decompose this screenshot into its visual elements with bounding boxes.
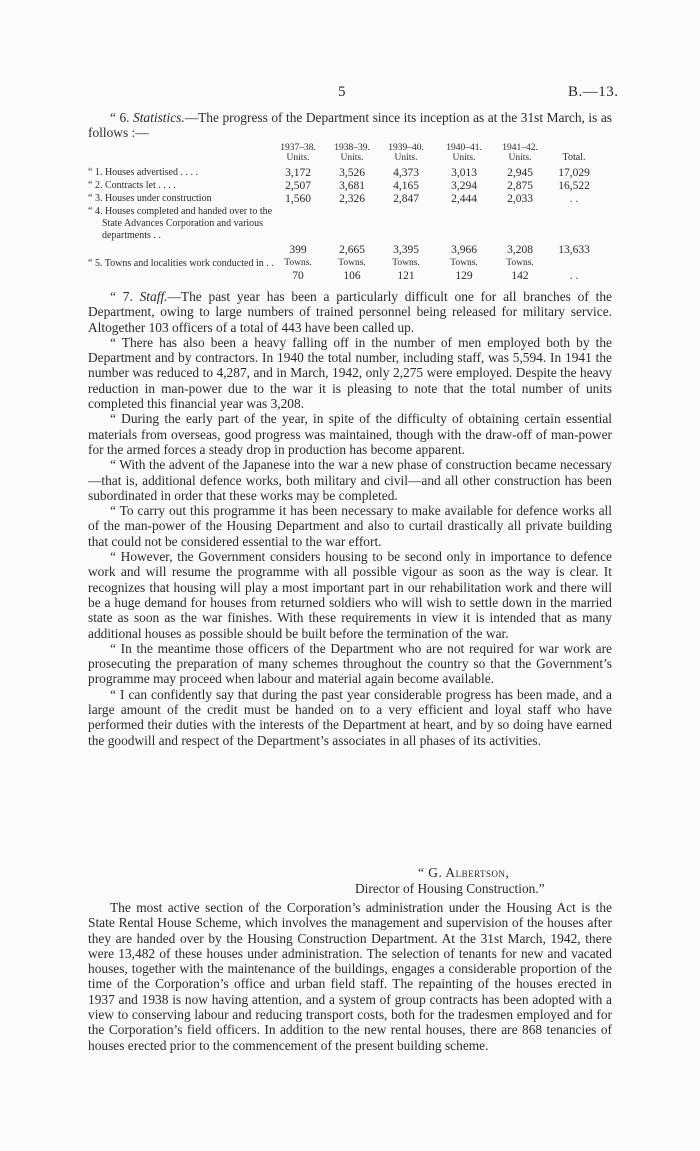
body-paragraph: “ However, the Government considers housing to be second only in importance to defence work and will resume the programme with all possible vigour as soon as the way is clear. It recognizes that housing will play a most important part in our rehabilitation work and there will be a huge demand for houses from returned soldiers who will wish to settle down in the married state as soon as the war finishes. With these requirements in view it is intended that as many additional houses as possible should be built before the termination of the war. bbox=[88, 549, 612, 641]
table-cell: 3,013 bbox=[451, 167, 477, 179]
table-row bbox=[88, 167, 648, 180]
table-cell: 1,560 bbox=[285, 193, 311, 205]
body-paragraph: “ With the advent of the Japanese into the war a new phase of construction became necessary—that is, additional defence works, both military and civil—and all other construction has been subordinated in order that these works may be completed. bbox=[88, 457, 612, 503]
body-paragraph: “ In the meantime those officers of the Department who are not required for war work are prosecuting the preparation of many schemes throughout the country so that the Government’s programme may proceed when labour and material again become available. bbox=[88, 640, 612, 687]
row-label: “ 5. Towns and localities work conducted in . . bbox=[88, 258, 274, 269]
statistics-intro-text: —The progress of the Department since its inception as at the 31st March, is as follows :— bbox=[88, 110, 613, 141]
unit-label: Towns. bbox=[450, 258, 478, 268]
table-row bbox=[88, 180, 648, 193]
unit-label: Towns. bbox=[506, 258, 534, 268]
table-cell-total: 16,522 bbox=[558, 180, 590, 192]
table-cell: 70 bbox=[292, 270, 304, 282]
unit-label: Towns. bbox=[338, 258, 366, 268]
para-number: “ 6. bbox=[110, 110, 134, 125]
table-cell: 3,294 bbox=[451, 180, 477, 192]
table-cell: 2,444 bbox=[451, 193, 477, 205]
column-header-total: Total. bbox=[562, 152, 586, 163]
table-cell: 3,681 bbox=[339, 180, 365, 192]
statistics-intro bbox=[88, 110, 612, 141]
table-cell: 3,395 bbox=[393, 244, 419, 256]
column-header: 1938–39. Units. bbox=[334, 143, 370, 163]
table-row bbox=[88, 258, 648, 286]
table-cell: 2,875 bbox=[507, 180, 533, 192]
table-cell: 2,945 bbox=[507, 167, 533, 179]
table-cell: 106 bbox=[343, 270, 361, 282]
section-title-statistics: Statistics. bbox=[133, 110, 185, 125]
table-cell: 399 bbox=[289, 244, 307, 256]
column-header: 1941–42. Units. bbox=[502, 143, 538, 163]
signature-title: Director of Housing Construction.” bbox=[355, 881, 545, 896]
signature-name: “ G. Albertson, bbox=[418, 865, 510, 880]
table-cell-total: . . bbox=[569, 270, 579, 282]
staff-intro-text: —The past year has been a particularly difficult one for all branches of the Department, owing to large numbers of trained personnel being released for military service. Altogether 103 officers of a total of 443 have been called up. bbox=[88, 289, 612, 335]
table-cell: 2,033 bbox=[507, 193, 533, 205]
table-cell-total: 17,029 bbox=[558, 167, 590, 179]
staff-section bbox=[88, 289, 612, 748]
table-cell: 2,847 bbox=[393, 193, 419, 205]
table-cell: 121 bbox=[397, 270, 415, 282]
para-number: “ 7. bbox=[110, 289, 140, 304]
table-cell: 129 bbox=[455, 270, 473, 282]
table-cell: 2,507 bbox=[285, 180, 311, 192]
row-label: “ 3. Houses under construction bbox=[88, 193, 212, 204]
table-cell: 2,665 bbox=[339, 244, 365, 256]
table-cell-total: . . bbox=[569, 193, 579, 205]
table-cell: 4,373 bbox=[393, 167, 419, 179]
body-paragraph: “ During the early part of the year, in spite of the difficulty of obtaining certain essential materials from overseas, good progress was maintained, though with the draw-off of man-power for the armed forces a steady drop in production has become apparent. bbox=[88, 411, 612, 457]
column-header: 1940–41. Units. bbox=[446, 143, 482, 163]
table-row bbox=[88, 206, 648, 256]
table-cell: 3,966 bbox=[451, 244, 477, 256]
document-reference: B.—13. bbox=[568, 84, 619, 100]
row-label: “ 1. Houses advertised . . . . bbox=[88, 167, 198, 178]
page-number: 5 bbox=[338, 84, 346, 100]
row-label: “ 2. Contracts let . . . . bbox=[88, 180, 176, 191]
table-cell: 3,526 bbox=[339, 167, 365, 179]
column-header: 1939–40. Units. bbox=[388, 143, 424, 163]
row-label: “ 4. Houses completed and handed over to the State Advances Corporation and various departments . . bbox=[88, 206, 273, 241]
table-cell: 2,326 bbox=[339, 193, 365, 205]
column-header: 1937–38. Units. bbox=[280, 143, 316, 163]
table-row bbox=[88, 193, 648, 206]
closing-paragraph: The most active section of the Corporation’s administration under the Housing Act is the State Rental House Scheme, which involves the management and supervision of the houses after they are handed over by the Housing Construction Department. At the 31st March, 1942, there were 13,482 of these houses under administration. The selection of tenants for new and vacated houses, together with the maintenance of the buildings, engages a considerable proportion of the time of the Corporation’s office and urban field staff. The repainting of the houses erected in 1937 and 1938 is now having attention, and a system of group contracts has been adopted with a view to conserving labour and reducing transport costs, both for the tradesmen employed and for the Corporation’s field officers. In addition to the new rental houses, there are 868 tenancies of houses erected prior to the commencement of the present building scheme. bbox=[88, 900, 612, 1053]
body-paragraph: “ I can confidently say that during the past year considerable progress has been made, and a large amount of the credit must be handed on to a very efficient and loyal staff who have performed their duties with the interests of the Department at heart, and by so doing have earned the goodwill and respect of the Department’s associates in all phases of its activities. bbox=[88, 686, 612, 748]
closing-section bbox=[88, 900, 612, 1053]
table-cell-total: 13,633 bbox=[558, 244, 590, 256]
unit-label: Towns. bbox=[392, 258, 420, 268]
table-cell: 4,165 bbox=[393, 180, 419, 192]
table-cell: 3,208 bbox=[507, 244, 533, 256]
unit-label: Towns. bbox=[284, 258, 312, 268]
body-paragraph: “ To carry out this programme it has been necessary to make available for defence works all of the man-power of the Housing Department and also to curtail drastically all private building that could not be considered essential to the war effort. bbox=[88, 503, 612, 549]
table-cell: 142 bbox=[511, 270, 529, 282]
section-title-staff: Staff. bbox=[139, 289, 168, 304]
table-cell: 3,172 bbox=[285, 167, 311, 179]
body-paragraph: “ There has also been a heavy falling off in the number of men employed both by the Department and by contractors. In 1940 the total number, including staff, was 5,594. In 1941 the number was reduced to 4,287, and in March, 1942, only 2,275 were employed. Despite the heavy reduction in man-power due to the war it is pleasing to note that the total number of units completed this financial year was 3,208. bbox=[88, 334, 612, 412]
